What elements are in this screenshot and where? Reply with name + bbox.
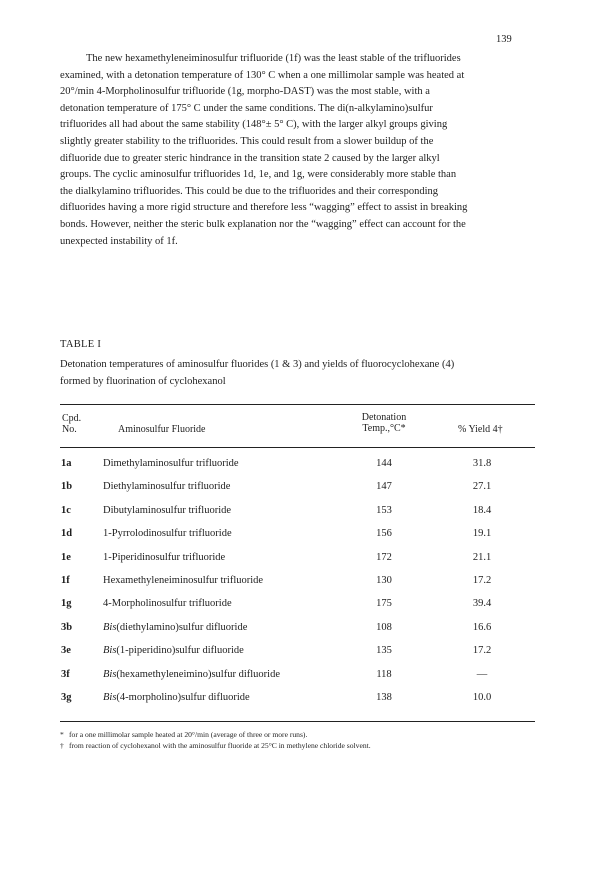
table-row — [60, 481, 536, 504]
table-row — [60, 505, 536, 528]
compound-name-text: 4-Morpholinosulfur trifluoride — [103, 598, 232, 610]
paragraph-line: difluoride due to greater steric hindrance in the transition state 2 caused by the larger alkyl — [60, 152, 440, 164]
compound-prefix: Bis — [103, 621, 117, 633]
detonation-temp: 135 — [376, 645, 392, 657]
header-det-line2: Temp.,°C* — [362, 423, 406, 434]
compound-id: 1f — [61, 574, 70, 586]
compound-id: 3b — [61, 621, 73, 633]
table-row — [60, 598, 536, 621]
footnote-text: for a one millimolar sample heated at 20°/min (average of three or more runs). — [69, 730, 308, 739]
table-row — [60, 552, 536, 575]
header-yield: % Yield 4† — [458, 424, 503, 435]
table-row — [60, 575, 536, 598]
compound-name-text: 1-Pyrrolodinosulfur trifluoride — [103, 528, 232, 540]
table-row — [60, 669, 536, 692]
compound-name-text: Diethylaminosulfur trifluoride — [103, 481, 231, 493]
detonation-temp: 153 — [376, 504, 392, 516]
detonation-temp: 175 — [376, 598, 392, 610]
footnote — [60, 729, 536, 740]
yield-value: 31.8 — [472, 458, 492, 469]
yield-value: — — [476, 668, 488, 680]
paragraph-line: The new hexamethyleneiminosulfur trifluoride (1f) was the least stable of the trifluorides — [86, 53, 461, 64]
paragraph-line: difluorides having a more rigid structure and therefore less “wagging” effect to assist in breaking — [60, 202, 468, 214]
compound-id: 1d — [61, 528, 73, 540]
detonation-temp: 108 — [376, 621, 392, 633]
compound-id: 1c — [61, 504, 71, 516]
yield-value: 18.4 — [472, 504, 492, 516]
yield-value: 39.4 — [472, 598, 492, 610]
compound-name-text: Dimethylaminosulfur trifluoride — [103, 458, 239, 469]
compound-name — [103, 528, 232, 540]
paragraph-line: trifluorides all had about the same stability (148°± 5° C), with the larger alkyl groups giving — [60, 119, 448, 131]
table-caption — [60, 357, 536, 390]
table-row — [60, 458, 536, 481]
table-row — [60, 528, 536, 551]
detonation-temp: 130 — [376, 574, 392, 586]
compound-name — [103, 552, 225, 564]
header-cpd-line2: No. — [62, 424, 77, 435]
detonation-temp: 156 — [376, 528, 392, 540]
compound-name — [103, 575, 263, 587]
table-header-rule — [60, 447, 535, 448]
detonation-temp: 172 — [376, 551, 392, 563]
compound-name — [103, 622, 247, 634]
detonation-temp: 147 — [376, 481, 392, 493]
compound-id: 1a — [61, 458, 72, 469]
detonation-temp: 138 — [376, 691, 392, 703]
table-header — [60, 410, 536, 446]
table-label: TABLE I — [60, 339, 102, 350]
compound-id: 1g — [61, 598, 72, 610]
table-row — [60, 645, 536, 668]
yield-value: 17.2 — [472, 574, 492, 586]
header-detonation — [344, 412, 424, 434]
compound-name-text: Dibutylaminosulfur trifluoride — [103, 504, 232, 516]
yield-value: 17.2 — [472, 645, 492, 657]
compound-name-text: 1-Piperidinosulfur trifluoride — [103, 551, 226, 563]
yield-value: 19.1 — [472, 528, 492, 540]
header-det-line1: Detonation — [361, 412, 407, 423]
compound-name — [103, 505, 231, 517]
page-number: 139 — [496, 34, 512, 45]
paragraph-line: detonation temperature of 175° C under the same conditions. The di(n-alkylamino)sulfur — [60, 102, 433, 114]
table-caption-line: formed by fluorination of cyclohexanol — [60, 375, 226, 387]
compound-name — [103, 598, 232, 610]
compound-name — [103, 669, 280, 681]
compound-name — [103, 481, 230, 493]
compound-prefix: Bis — [103, 668, 117, 680]
header-fluoride: Aminosulfur Fluoride — [118, 424, 206, 435]
compound-name-text: (4-morpholino)sulfur difluoride — [116, 691, 250, 703]
paragraph-line: slightly greater stability to the trifluorides. This could result from a slower buildup of the — [60, 135, 434, 147]
table-body — [60, 458, 536, 715]
paragraph-line: examined, with a detonation temperature of 130° C when a one millimolar sample was heated at — [60, 69, 465, 81]
footnote — [60, 740, 536, 751]
footnote-mark: † — [60, 741, 64, 750]
table-caption-line: Detonation temperatures of aminosulfur fluorides (1 & 3) and yields of fluorocyclohexane (4) — [60, 359, 455, 370]
detonation-temp: 144 — [376, 458, 392, 469]
compound-id: 1e — [61, 551, 71, 563]
body-paragraph — [60, 51, 536, 250]
paragraph-line: unexpected instability of 1f. — [60, 235, 178, 247]
table-bottom-rule — [60, 721, 535, 722]
header-cpd — [62, 413, 81, 435]
paragraph-line: 20°/min 4-Morpholinosulfur trifluoride (1g, morpho-DAST) was the most stable, with a — [60, 86, 430, 98]
compound-name-text: (hexamethyleneimino)sulfur difluoride — [116, 668, 280, 680]
paragraph-line: groups. The cyclic aminosulfur trifluorides 1d, 1e, and 1g, were considerably more stable than — [60, 169, 457, 181]
footnote-mark: * — [60, 730, 64, 739]
paragraph-line: bonds. However, neither the steric bulk explanation nor the “wagging” effect can account for the — [60, 218, 466, 230]
compound-prefix: Bis — [103, 645, 117, 657]
compound-name-text: (1-piperidino)sulfur difluoride — [116, 645, 244, 657]
yield-value: 27.1 — [472, 481, 492, 493]
table-top-rule — [60, 404, 535, 405]
table-row — [60, 622, 536, 645]
paragraph-line: the dialkylamino trifluorides. This could be due to the trifluorides and their corresponding — [60, 185, 439, 197]
compound-id: 3e — [61, 645, 71, 657]
compound-name — [103, 458, 239, 470]
yield-value: 21.1 — [472, 551, 492, 563]
footnote-text: from reaction of cyclohexanol with the aminosulfur fluoride at 25°C in methylene chloride solvent. — [69, 741, 371, 750]
table-footnotes — [60, 729, 536, 751]
compound-id: 3g — [61, 691, 72, 703]
yield-value: 16.6 — [472, 621, 492, 633]
table-row — [60, 692, 536, 715]
compound-id: 3f — [61, 668, 70, 680]
yield-value: 10.0 — [472, 691, 492, 703]
compound-prefix: Bis — [103, 691, 117, 703]
detonation-temp: 118 — [376, 668, 392, 680]
compound-name-text: Hexamethyleneiminosulfur trifluoride — [103, 574, 264, 586]
compound-name — [103, 645, 244, 657]
compound-name — [103, 692, 250, 704]
compound-id: 1b — [61, 481, 73, 493]
compound-name-text: (diethylamino)sulfur difluoride — [116, 621, 248, 633]
header-cpd-line1: Cpd. — [62, 413, 82, 424]
